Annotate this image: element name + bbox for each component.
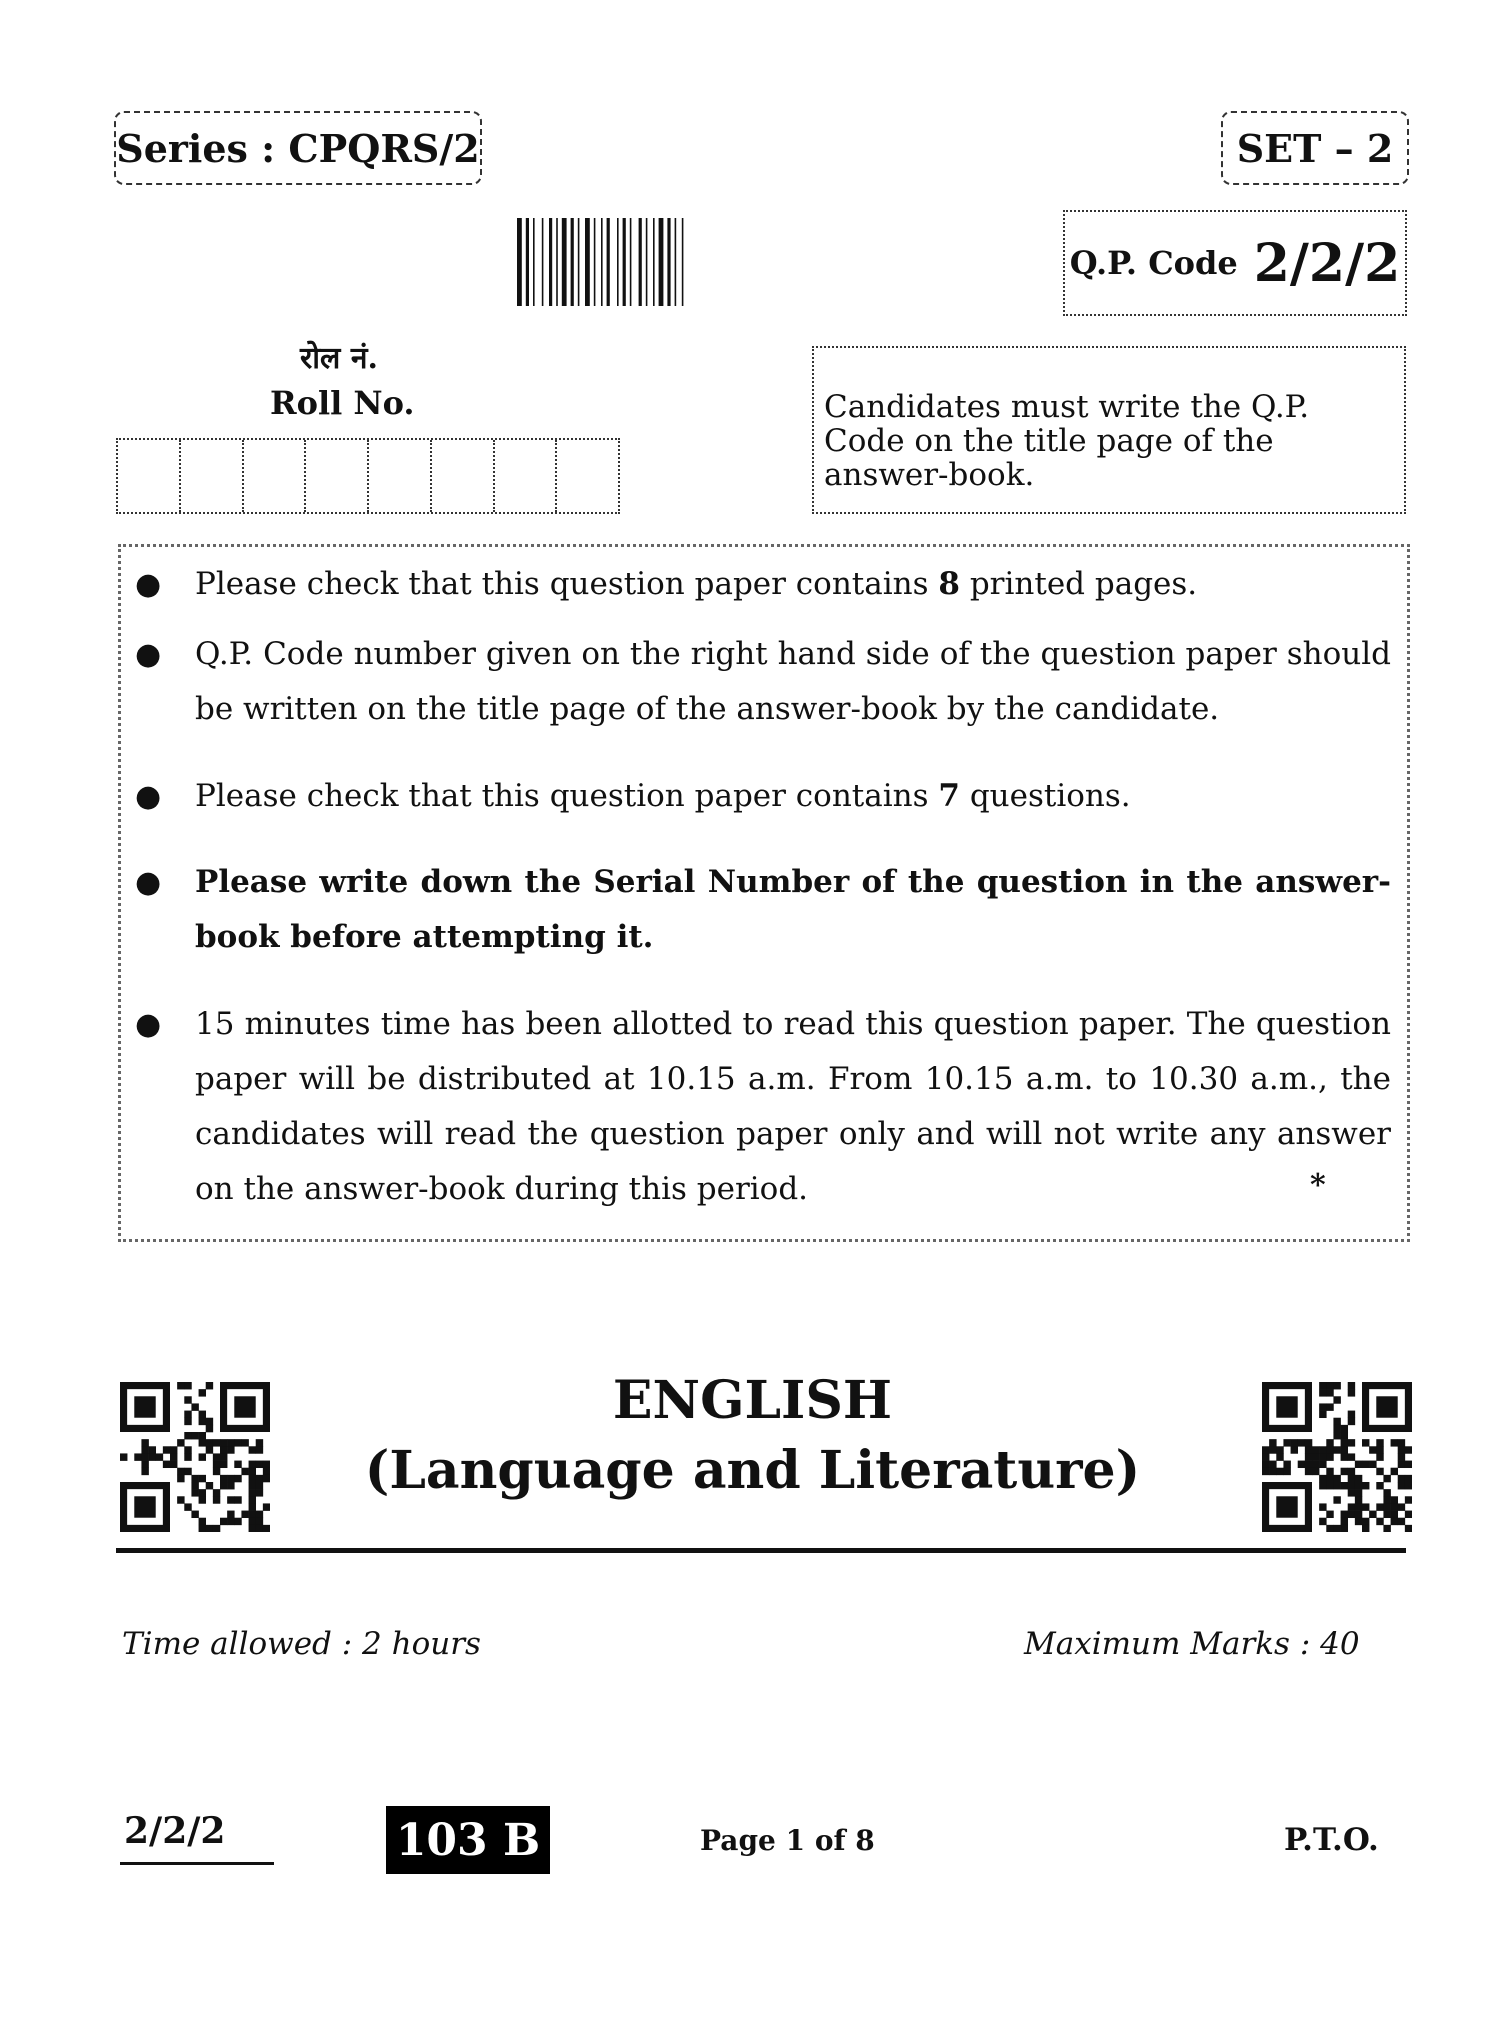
roll-no-cell[interactable] — [244, 440, 307, 512]
bullet-icon: ● — [135, 865, 162, 900]
bullet-icon: ● — [135, 567, 162, 602]
time-allowed: Time allowed : 2 hours — [122, 1626, 481, 1662]
page-number: Page 1 of 8 — [700, 1824, 875, 1857]
set-label: SET – 2 — [1221, 111, 1409, 185]
candidates-note: Candidates must write the Q.P. Code on the title page of the answer-book. — [824, 389, 1310, 493]
instruction-item: ● Q.P. Code number given on the right hand side of the question paper should be written on the title page of the answer-book by the candidate. — [135, 627, 1391, 737]
barcode-icon — [517, 218, 749, 306]
roll-no-boxes[interactable] — [116, 438, 620, 514]
footer-code: 2/2/2 — [124, 1810, 226, 1852]
candidates-note-box — [812, 346, 1406, 514]
footer-code-underline — [120, 1862, 274, 1865]
qp-code-label: Q.P. Code — [1069, 244, 1238, 282]
pto-label: P.T.O. — [1284, 1822, 1379, 1858]
roll-no-cell[interactable] — [557, 440, 618, 512]
instruction-item: ● Please check that this question paper contains 8 printed pages. — [135, 557, 1391, 612]
maximum-marks: Maximum Marks : 40 — [1024, 1626, 1360, 1662]
divider — [116, 1548, 1406, 1553]
qp-code-value: 2/2/2 — [1253, 232, 1401, 294]
series-label: Series : CPQRS/2 — [114, 111, 482, 185]
qp-code-box — [1063, 210, 1407, 316]
instructions-box — [118, 544, 1410, 1242]
instruction-item: ● Please check that this question paper contains 7 questions. — [135, 769, 1391, 824]
roll-no-hindi-label: रोल नं. — [300, 341, 378, 376]
roll-no-cell[interactable] — [369, 440, 432, 512]
bullet-icon: ● — [135, 637, 162, 672]
roll-no-label: Roll No. — [270, 384, 415, 422]
asterisk-mark: * — [1310, 1168, 1326, 1203]
roll-no-cell[interactable] — [181, 440, 244, 512]
roll-no-cell[interactable] — [306, 440, 369, 512]
subject-title: ENGLISH — [612, 1370, 893, 1431]
paper-code-badge: 103 B — [386, 1806, 550, 1874]
subject-subtitle: (Language and Literature) — [364, 1440, 1141, 1501]
instruction-item: ● 15 minutes time has been allotted to read this question paper. The question paper will be distributed at 10.15 a.m. From 10.15 a.m. to 10.30 a.m., the candidates will read the question paper only and will not write any answer on the answer-book during this period. — [135, 997, 1391, 1217]
roll-no-cell[interactable] — [118, 440, 181, 512]
roll-no-cell[interactable] — [495, 440, 558, 512]
instruction-item: ● Please write down the Serial Number of the question in the answer-book before attempting it. — [135, 855, 1391, 965]
roll-no-cell[interactable] — [432, 440, 495, 512]
bullet-icon: ● — [135, 1007, 162, 1042]
bullet-icon: ● — [135, 779, 162, 814]
